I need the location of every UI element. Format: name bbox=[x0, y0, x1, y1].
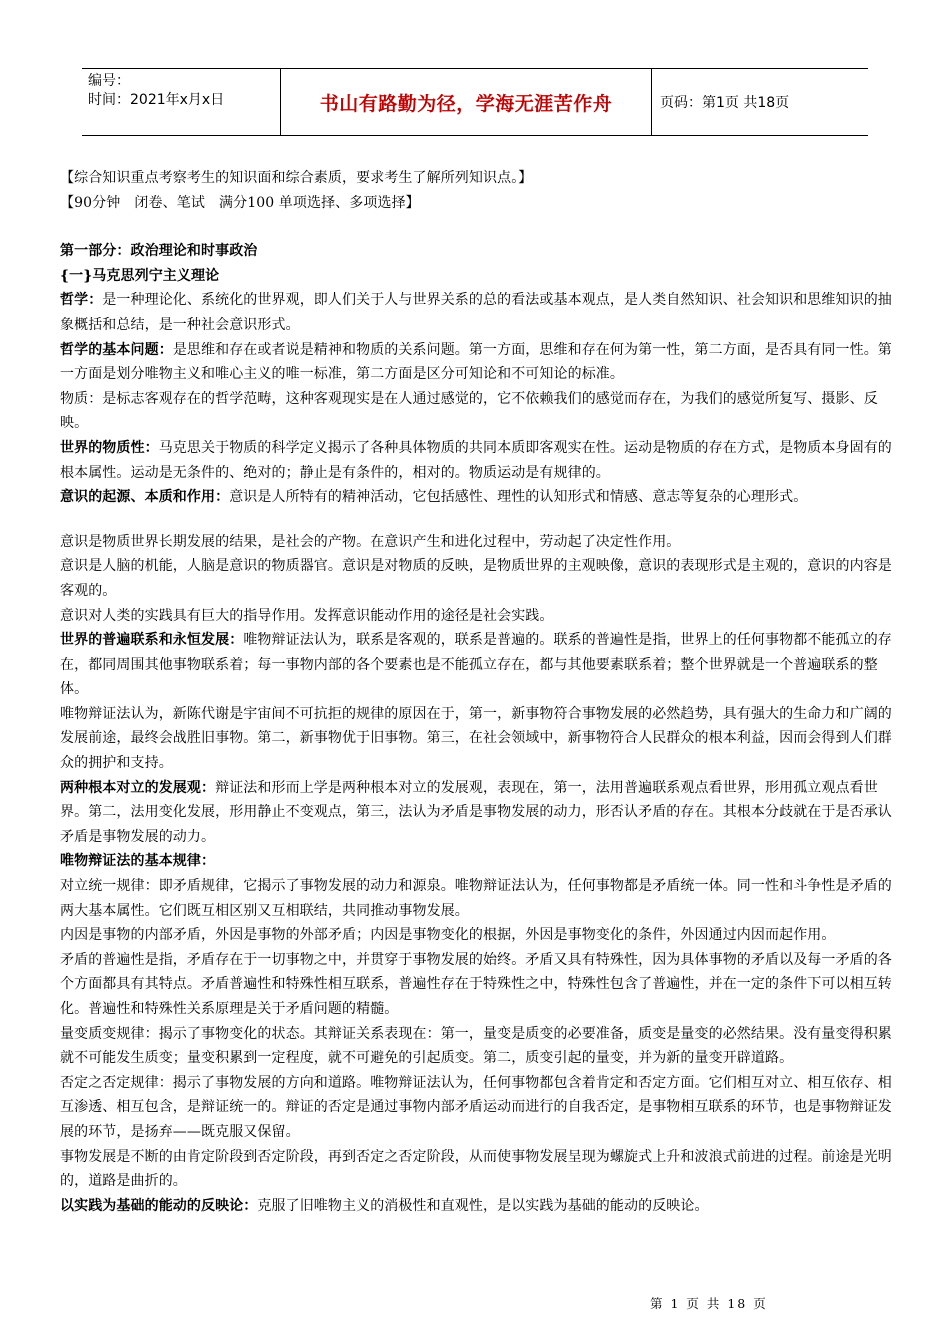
term-materiality: 世界的物质性： bbox=[60, 439, 159, 456]
term-consciousness: 意识的起源、本质和作用： bbox=[60, 489, 230, 506]
header-meta bbox=[82, 69, 280, 135]
paragraph-materiality bbox=[60, 436, 902, 485]
paragraph-philosophy bbox=[60, 288, 902, 337]
term-universal-connection: 世界的普遍联系和永恒发展： bbox=[60, 632, 244, 649]
text-reflection-theory: 克服了旧唯物主义的消极性和直观性，是以实践为基础的能动的反映论。 bbox=[257, 1197, 709, 1214]
paragraph-matter: 物质：是标志客观存在的哲学范畴，这种客观现实是在人通过感觉的，它不依赖我们的感觉而存在，为我们的感觉所复写、摄影、反映。 bbox=[60, 390, 878, 432]
paragraph-spiral-development: 事物发展是不断的由肯定阶段到否定阶段，再到否定之否定阶段，从而使事物发展呈现为螺旋式上升和波浪式前进的过程。前途是光明的，道路是曲折的。 bbox=[60, 1148, 892, 1190]
text-development-views: 辩证法和形而上学是两种根本对立的发展观，表现在，第一，法用普遍联系观点看世界，形用孤立观点看世界。第二，法用变化发展，形用静止不变观点，第三，法认为矛盾是事物发展的动力，形否认矛盾的存在。其根本分歧就在于是否承认矛盾是事物发展的动力。 bbox=[60, 779, 892, 845]
document-number-label: 编号： bbox=[88, 73, 130, 89]
paragraph-consciousness-origin: 意识是物质世界长期发展的结果，是社会的产物。在意识产生和进化过程中，劳动起了决定性作用。 bbox=[60, 533, 681, 550]
header-page-info: 页码：第1页 共18页 bbox=[660, 95, 790, 111]
paragraph-universal-connection bbox=[60, 628, 902, 702]
text-philosophy: 是一种理论化、系统化的世界观，即人们关于人与世界关系的总的看法或基本观点，是人类自然知识、社会知识和思维知识的抽象概括和总结，是一种社会意识形式。 bbox=[60, 292, 892, 333]
term-basic-question: 哲学的基本问题： bbox=[60, 341, 173, 358]
paragraph-quantity-quality: 量变质变规律：揭示了事物变化的状态。其辩证关系表现在：第一，量变是质变的必要准备，质变是量变的必然结果。没有量变得积累就不可能发生质变；量变积累到一定程度，就不可避免的引起质变。第二，质变引起的量变，并为新的量变开辟道路。 bbox=[60, 1025, 892, 1067]
paragraph-unity-of-opposites: 对立统一规律：即矛盾规律，它揭示了事物发展的动力和源泉。唯物辩证法认为，任何事物都是矛盾统一体。同一性和斗争性是矛盾的两大基本属性。它们既互相区别又互相联结，共同推动事物发展。 bbox=[60, 878, 892, 919]
paragraph-new-things: 唯物辩证法认为，新陈代谢是宇宙间不可抗拒的规律的原因在于，第一，新事物符合事物发展的必然趋势，具有强大的生命力和广阔的发展前途，最终会战胜旧事物。第二，新事物优于旧事物。第三，在社会领域中，新事物符合人民群众的根本利益，因而会得到人们群众的拥护和支持。 bbox=[60, 705, 892, 772]
paragraph-consciousness-brain: 意识是人脑的机能，人脑是意识的物质器官。意识是对物质的反映，是物质世界的主观映像，意识的表现形式是主观的，意识的内容是客观的。 bbox=[60, 558, 892, 599]
term-philosophy: 哲学： bbox=[60, 292, 103, 309]
header-motto: 书山有路勤为径，学海无涯苦作舟 bbox=[280, 69, 652, 135]
page-header bbox=[82, 68, 868, 136]
paragraph-universality-particularity: 矛盾的普遍性是指，矛盾存在于一切事物之中，并贯穿于事物发展的始终。矛盾又具有特殊性，因为具体事物的矛盾以及每一矛盾的各个方面都具有其特点。矛盾普遍性和特殊性相互联系，普遍性存在于特殊性之中，特殊性包含了普遍性，并在一定的条件下可以相互转化。普遍性和特殊性关系原理是关于矛盾问题的精髓。 bbox=[60, 951, 892, 1017]
intro-line-2: 【90分钟 闭卷、笔试 满分100 单项选择、多项选择】 bbox=[60, 194, 420, 211]
section-subtitle: {一}马克思列宁主义理论 bbox=[60, 267, 220, 284]
text-consciousness: 意识是人所特有的精神活动，它包括感性、理性的认知形式和情感、意志等复杂的心理形式。 bbox=[229, 489, 808, 506]
heading-basic-laws: 唯物辩证法的基本规律： bbox=[60, 853, 216, 870]
term-reflection-theory: 以实践为基础的能动的反映论： bbox=[60, 1197, 258, 1214]
text-materiality: 马克思关于物质的科学定义揭示了各种具体物质的共同本质即客观实在性。运动是物质的存在方式，是物质本身固有的根本属性。运动是无条件的、绝对的；静止是有条件的，相对的。物质运动是有规律的。 bbox=[60, 439, 892, 481]
term-development-views: 两种根本对立的发展观： bbox=[60, 779, 216, 796]
page-footer: 第 1 页 共 18 页 bbox=[650, 1296, 768, 1311]
intro-line-1: 【综合知识重点考察考生的知识面和综合素质，要求考生了解所列知识点。】 bbox=[60, 170, 533, 186]
text-universal-connection: 唯物辩证法认为，联系是客观的，联系是普遍的。联系的普遍性是指，世界上的任何事物都不能孤立的存在，都同周围其他事物联系着；每一事物内部的各个要素也是不能孤立存在，都与其他要素联系着；整个世界就是一个普遍联系的整体。 bbox=[60, 632, 892, 698]
paragraph-internal-external: 内因是事物的内部矛盾，外因是事物的外部矛盾；内因是事物变化的根据，外因是事物变化的条件，外因通过内因而起作用。 bbox=[60, 927, 836, 944]
section-title: 第一部分：政治理论和时事政治 bbox=[60, 243, 258, 260]
paragraph-consciousness bbox=[60, 485, 902, 510]
paragraph-consciousness-practice: 意识对人类的实践具有巨大的指导作用。发挥意识能动作用的途径是社会实践。 bbox=[60, 607, 554, 624]
paragraph-negation-of-negation: 否定之否定规律：揭示了事物发展的方向和道路。唯物辩证法认为，任何事物都包含着肯定和否定方面。它们相互对立、相互依存、相互渗透、相互包含，是辩证统一的。辩证的否定是通过事物内部矛盾运动而进行的自我否定，是事物相互联系的环节，也是事物辩证发展的环节，是扬弃——既克服又保留。 bbox=[60, 1074, 892, 1140]
document-time-label: 时间：2021年x月x日 bbox=[88, 92, 225, 108]
paragraph-development-views bbox=[60, 776, 902, 850]
paragraph-reflection-theory bbox=[60, 1194, 902, 1219]
text-basic-question: 是思维和存在或者说是精神和物质的关系问题。第一方面，思维和存在何为第一性，第二方面，是否具有同一性。第一方面是划分唯物主义和唯心主义的唯一标准，第二方面是区分可知论和不可知论的标准。 bbox=[60, 341, 892, 383]
document-body bbox=[60, 166, 902, 1218]
paragraph-basic-question bbox=[60, 338, 902, 387]
